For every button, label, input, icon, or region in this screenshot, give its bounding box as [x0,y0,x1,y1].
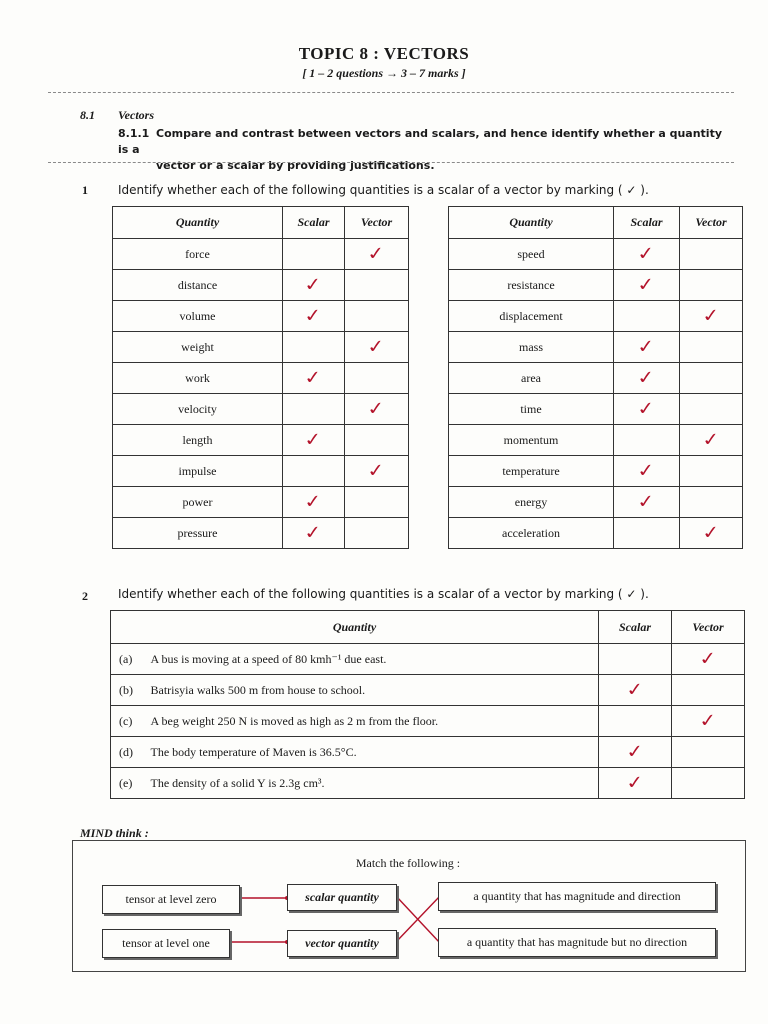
tick-mark: ✓ [303,304,324,327]
tick-mark: ✓ [303,490,324,513]
item-text: The density of a solid Y is 2.3g cm³. [151,768,599,799]
tick-mark: ✓ [366,335,387,358]
outcome-line-1: Compare and contrast between vectors and scalars, and hence identify whether a quantity is a [118,127,723,156]
tick-mark: ✓ [624,678,646,701]
quantity-cell: length [113,425,283,456]
tick-mark: ✓ [636,242,657,265]
item-label: (d) [111,737,151,768]
tick-mark: ✓ [303,428,324,451]
quantity-cell: displacement [449,301,614,332]
question-2-number: 2 [82,589,88,603]
quantity-cell: speed [449,239,614,270]
col-header-quantity: Quantity [113,207,283,239]
quantity-cell: resistance [449,270,614,301]
outcome-line-2: vector or a scalar by providing justifications. [156,159,435,172]
quantity-cell: weight [113,332,283,363]
item-label: (e) [111,768,151,799]
match-instruction: Match the following : [355,856,461,870]
quantity-cell: area [449,363,614,394]
question-2-text: Identify whether each of the following quantities is a scalar of a vector by marking ( ✓ ). [118,587,649,601]
match-left-2: tensor at level one [102,929,230,958]
match-right-2: a quantity that has magnitude but no direction [438,928,716,957]
tick-mark: ✓ [636,273,657,296]
quantity-cell: pressure [113,518,283,549]
col-header-vector: Vector [680,207,743,239]
quantity-cell: time [449,394,614,425]
question-1-text: Identify whether each of the following quantities is a scalar of a vector by marking ( ✓ ). [118,183,649,197]
item-text: A bus is moving at a speed of 80 kmh⁻¹ due east. [151,644,599,675]
match-middle-2: vector quantity [287,930,397,957]
col-header-vector: Vector [345,207,409,239]
tick-mark: ✓ [636,490,657,513]
col-header-vector: Vector [672,611,745,644]
tick-mark: ✓ [624,740,646,763]
quantity-cell: distance [113,270,283,301]
quantity-cell: velocity [113,394,283,425]
section-number: 8.1 [80,108,95,122]
tick-mark: ✓ [636,459,657,482]
item-label: (b) [111,675,151,706]
quantity-cell: energy [449,487,614,518]
item-label: (a) [111,644,151,675]
question-1-number: 1 [82,183,88,197]
section-name: Vectors [118,108,154,122]
tick-mark: ✓ [636,366,657,389]
mind-think-heading: MIND think : [80,826,149,840]
tick-mark: ✓ [303,366,324,389]
quantity-cell: temperature [449,456,614,487]
match-right-1: a quantity that has magnitude and direction [438,882,716,911]
col-header-quantity: Quantity [111,611,599,644]
tick-mark: ✓ [636,335,657,358]
item-text: The body temperature of Maven is 36.5°C. [151,737,599,768]
tick-mark: ✓ [624,771,646,794]
item-text: A beg weight 250 N is moved as high as 2 m from the floor. [151,706,599,737]
quantity-cell: force [113,239,283,270]
page-subtitle: [ 1 – 2 questions → 3 – 7 marks ] [302,66,466,80]
page-title: TOPIC 8 : VECTORS [298,44,470,63]
tick-mark: ✓ [636,397,657,420]
col-header-scalar: Scalar [599,611,672,644]
tick-mark: ✓ [700,521,722,544]
col-header-scalar: Scalar [614,207,680,239]
col-header-scalar: Scalar [283,207,345,239]
tick-mark: ✓ [700,304,722,327]
col-header-quantity: Quantity [449,207,614,239]
item-label: (c) [111,706,151,737]
item-text: Batrisyia walks 500 m from house to school. [151,675,599,706]
tick-mark: ✓ [697,647,719,670]
quantity-cell: momentum [449,425,614,456]
quantity-cell: acceleration [449,518,614,549]
tick-mark: ✓ [697,709,719,732]
tick-mark: ✓ [303,273,324,296]
tick-mark: ✓ [366,242,387,265]
quantity-cell: impulse [113,456,283,487]
quantity-cell: work [113,363,283,394]
tick-mark: ✓ [366,459,387,482]
outcome-number: 8.1.1 [118,127,150,140]
match-left-1: tensor at level zero [102,885,240,914]
tick-mark: ✓ [700,428,722,451]
quantity-cell: mass [449,332,614,363]
quantity-cell: power [113,487,283,518]
tick-mark: ✓ [366,397,387,420]
quantity-cell: volume [113,301,283,332]
match-middle-1: scalar quantity [287,884,397,911]
tick-mark: ✓ [303,521,324,544]
